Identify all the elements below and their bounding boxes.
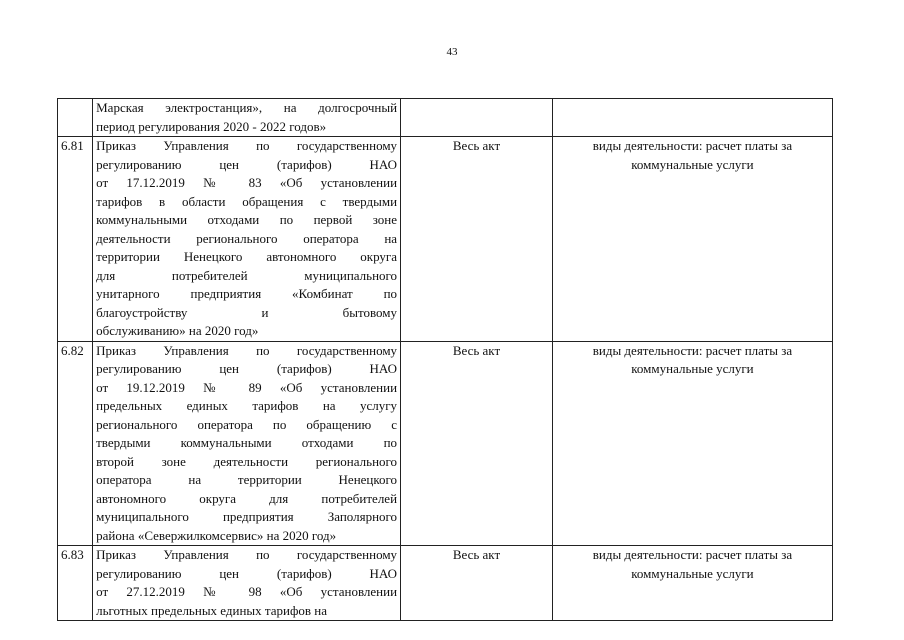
document-title-line: от 27.12.2019 № 98 «Об установлении bbox=[96, 584, 398, 599]
document-title-line: муниципального предприятия Заполярного bbox=[96, 509, 398, 524]
note-cell bbox=[552, 99, 832, 137]
note-line: коммунальные услуги bbox=[631, 361, 754, 376]
note-cell bbox=[552, 137, 832, 342]
document-title-line: льготных предельных единых тарифов на bbox=[96, 602, 328, 618]
note-line: коммунальные услуги bbox=[631, 156, 754, 172]
document-title-line: Приказ Управления по государственному bbox=[96, 547, 398, 562]
document-title-line: предельных единых тарифов на услугу bbox=[96, 398, 398, 413]
document-title-line: Марская электростанция», на долгосрочный bbox=[96, 100, 398, 115]
note-line: виды деятельности: расчет платы за bbox=[592, 342, 793, 358]
table-row bbox=[58, 99, 833, 137]
note-cell bbox=[552, 341, 832, 546]
document-title-line: оператора на территории Ненецкого bbox=[96, 472, 398, 487]
document-title-line: района «Севержилкомсервис» на 2020 год» bbox=[96, 527, 337, 543]
document-title-line: от 17.12.2019 № 83 «Об установлении bbox=[96, 175, 398, 190]
document-title-line: тарифов в области обращения с твердыми bbox=[96, 193, 398, 209]
document-title-cell bbox=[93, 546, 401, 621]
document-title-line: коммунальными отходами по первой зоне bbox=[96, 212, 398, 227]
scope-cell: Весь акт bbox=[401, 137, 553, 342]
table-row bbox=[58, 546, 833, 621]
note-cell bbox=[552, 546, 832, 621]
document-title-cell bbox=[93, 99, 401, 137]
scope-cell: Весь акт bbox=[401, 546, 553, 621]
document-title-line: для потребителей муниципального bbox=[96, 267, 398, 283]
row-number-cell: 6.82 bbox=[58, 341, 93, 546]
note-line: виды деятельности: расчет платы за bbox=[592, 138, 793, 153]
document-title-line: обслуживанию» на 2020 год» bbox=[96, 323, 259, 338]
scope-cell: Весь акт bbox=[401, 341, 553, 546]
document-title-line: регулированию цен (тарифов) НАО bbox=[96, 156, 398, 172]
document-title-cell bbox=[93, 341, 401, 546]
document-title-line: от 19.12.2019 № 89 «Об установлении bbox=[96, 379, 398, 395]
document-title-line: территории Ненецкого автономного округа bbox=[96, 249, 398, 264]
scope-cell bbox=[401, 99, 553, 137]
document-title-line: унитарного предприятия «Комбинат по bbox=[96, 286, 398, 301]
document-title-line: регулированию цен (тарифов) НАО bbox=[96, 361, 398, 376]
document-title-line: автономного округа для потребителей bbox=[96, 490, 398, 506]
note-line: виды деятельности: расчет платы за bbox=[592, 547, 793, 562]
document-title-line: деятельности регионального оператора на bbox=[96, 230, 398, 246]
document-title-line: регулированию цен (тарифов) НАО bbox=[96, 565, 398, 581]
document-title-line: Приказ Управления по государственному bbox=[96, 138, 398, 153]
table-row bbox=[58, 137, 833, 342]
document-title-line: второй зоне деятельности регионального bbox=[96, 453, 398, 469]
table-row bbox=[58, 341, 833, 546]
note-line: коммунальные услуги bbox=[631, 565, 754, 581]
document-title-line: благоустройству и бытовому bbox=[96, 304, 398, 320]
acts-table bbox=[57, 98, 833, 621]
row-number-cell: 6.83 bbox=[58, 546, 93, 621]
document-title-cell bbox=[93, 137, 401, 342]
acts-table-body bbox=[58, 99, 833, 621]
document-title-line: период регулирования 2020 - 2022 годов» bbox=[96, 118, 327, 134]
row-number-cell bbox=[58, 99, 93, 137]
document-title-line: Приказ Управления по государственному bbox=[96, 342, 398, 358]
row-number-cell: 6.81 bbox=[58, 137, 93, 342]
document-title-line: твердыми коммунальными отходами по bbox=[96, 435, 398, 450]
page-number: 43 bbox=[446, 46, 458, 58]
document-title-line: регионального оператора по обращению с bbox=[96, 416, 398, 432]
